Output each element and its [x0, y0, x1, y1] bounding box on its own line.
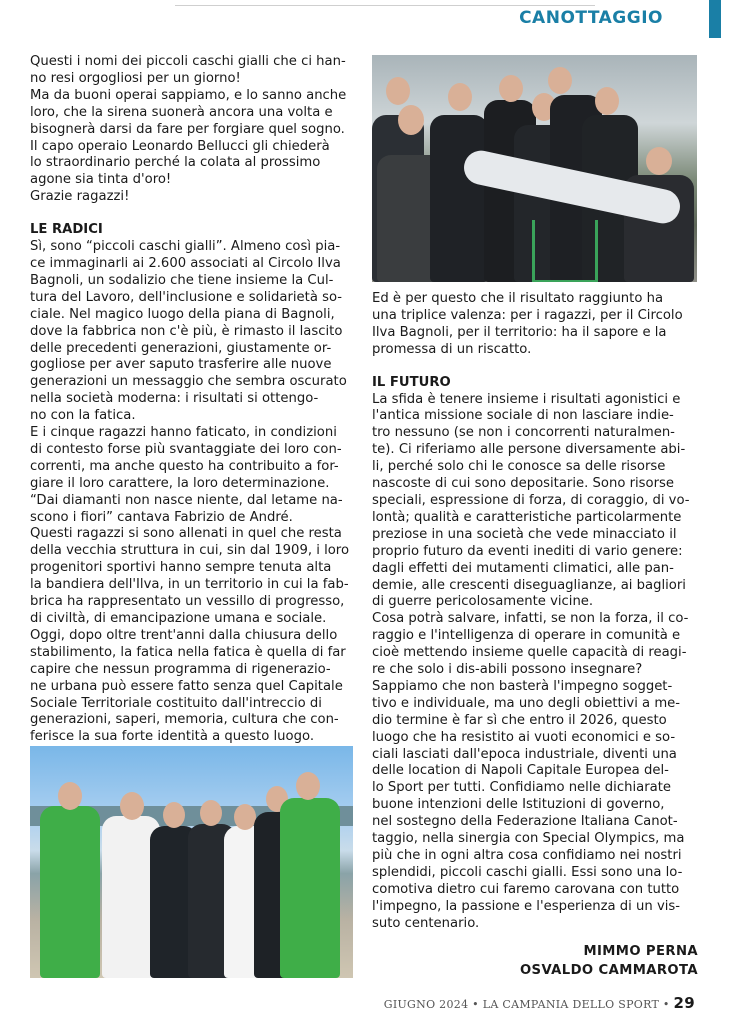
team-photo-boat — [372, 55, 697, 282]
author-2: OSVALDO CAMMAROTA — [519, 963, 698, 978]
text-line: splendidi, piccoli caschi gialli. Essi sono una lo- — [372, 864, 683, 880]
text-line: agone sia tinta d'oro! — [30, 172, 172, 188]
text-line: cioè mettendo insieme quelle capacità di reagi- — [372, 645, 687, 661]
text-line: nel sostegno della Federazione Italiana Canot- — [372, 814, 678, 830]
text-line: Questi ragazzi si sono allenati in quel che resta — [30, 526, 342, 542]
text-line: li, perché solo chi le conosce sa delle risorse — [372, 459, 666, 475]
text-line: nella società moderna: i risultati si ottengo- — [30, 391, 319, 407]
text-line: tivo e individuale, ma uno degli obiettivi a me- — [372, 695, 681, 711]
futuro-body — [372, 392, 697, 933]
section-title: CANOTTAGGIO — [519, 8, 663, 28]
text-line: l'antica missione sociale di non lasciare indie- — [372, 408, 674, 424]
text-line: taggio, nella sinergia con Special Olympics, ma — [372, 831, 685, 847]
text-line: della vecchia struttura in cui, sin dal 1909, i loro — [30, 543, 350, 559]
text-line: ciali lasciati dall'epoca industriale, diventi una — [372, 746, 677, 762]
text-line: Ma da buoni operai sappiamo, e lo sanno anche — [30, 87, 347, 103]
text-line: Sì, sono “piccoli caschi gialli”. Almeno così pia- — [30, 239, 341, 255]
text-line: capire che nessun programma di rigenerazio- — [30, 661, 331, 677]
text-line: di guerre pericolosamente vicine. — [372, 594, 594, 610]
text-line: tura del Lavoro, dell'inclusione e solidarietà so- — [30, 289, 343, 305]
text-line: gogliose per aver saputo trasferire alle nuove — [30, 357, 332, 373]
text-line: correnti, ma anche questo ha contribuito a for- — [30, 458, 339, 474]
text-line: nascoste di cui sono depositarie. Sono risorse — [372, 476, 675, 492]
text-line: ce immaginarli ai 2.600 associati al Circolo Ilva — [30, 255, 341, 271]
text-line: scono i fiori” cantava Fabrizio de André. — [30, 509, 293, 525]
text-line: delle location di Napoli Capitale Europea del- — [372, 763, 669, 779]
text-line: lontà; qualità e caratteristiche particolarmente — [372, 509, 682, 525]
header-rule — [175, 5, 595, 6]
radici-body — [30, 239, 352, 746]
right-column — [372, 291, 697, 933]
text-line: re che solo i dis-abili possono insegnare? — [372, 662, 643, 678]
text-line: progenitori sportivi hanno sempre tenuta alta — [30, 560, 332, 576]
text-line: Oggi, dopo oltre trent'anni dalla chiusura dello — [30, 627, 338, 643]
text-line: “Dai diamanti non nasce niente, dal letame na- — [30, 492, 343, 508]
text-line: proprio futuro da eventi inediti di vario genere: — [372, 543, 683, 559]
text-line: preziose in una società che vede minacciato il — [372, 526, 677, 542]
text-line: lo straordinario perché la colata al prossimo — [30, 155, 321, 171]
text-line: di civiltà, di emancipazione umana e sociale. — [30, 611, 327, 626]
text-line: raggio e l'intelligenza di operare in comunità e — [372, 628, 681, 644]
text-line: dio termine è far sì che entro il 2026, questo — [372, 712, 667, 728]
text-line: ne urbana può essere fatto senza quel Capitale — [30, 678, 343, 694]
text-line: Grazie ragazzi! — [30, 189, 130, 205]
heading-il-futuro: IL FUTURO — [372, 374, 451, 390]
intro-paragraph — [30, 54, 352, 206]
text-line: comotiva dietro cui faremo carovana con tutto — [372, 881, 680, 897]
author-1: MIMMO PERNA — [583, 944, 698, 959]
text-line: la bandiera dell'Ilva, in un territorio in cui la fab- — [30, 577, 349, 593]
page-number: 29 — [673, 994, 695, 1012]
text-line: Ilva Bagnoli, per il territorio: ha il sapore e la — [372, 324, 667, 340]
team-photo-waterfront — [30, 746, 353, 978]
text-line: Il capo operaio Leonardo Bellucci gli chiederà — [30, 138, 330, 154]
signature — [520, 942, 698, 980]
text-line: Sappiamo che non basterà l'impegno sogget- — [372, 678, 673, 694]
text-line: Ed è per questo che il risultato raggiunto ha — [372, 291, 664, 306]
text-line: l'impegno, la passione e l'esperienza di un vis- — [372, 898, 681, 914]
text-line: loro, che la sirena suonerà ancora una volta e — [30, 104, 333, 120]
text-line: una triplice valenza: per i ragazzi, per il Circolo — [372, 307, 683, 323]
text-line: E i cinque ragazzi hanno faticato, in condizioni — [30, 425, 337, 441]
text-line: ciale. Nel magico luogo della piana di Bagnoli, — [30, 306, 335, 322]
issue-info: GIUGNO 2024 • LA CAMPANIA DELLO SPORT • — [383, 998, 670, 1011]
text-line: te). Ci riferiamo alle persone diversamente abi- — [372, 442, 686, 458]
page-footer — [384, 994, 695, 1012]
text-line: no resi orgogliosi per un giorno! — [30, 70, 241, 86]
text-line: ferisce la sua forte identità a questo luogo. — [30, 729, 315, 745]
text-line: suto centenario. — [372, 915, 480, 931]
text-line: dove la fabbrica non c'è più, è rimasto il lascito — [30, 323, 343, 339]
text-line: tro nessuno (se non i concorrenti naturalmen- — [372, 425, 675, 441]
text-line: buone intenzioni delle Istituzioni di governo, — [372, 797, 665, 813]
text-line: demie, alle crescenti diseguaglianze, ai bagliori — [372, 577, 686, 593]
text-line: giare il loro carattere, la loro determinazione. — [30, 475, 330, 491]
text-line: La sfida è tenere insieme i risultati agonistici e — [372, 391, 681, 407]
text-line: stabilimento, la fatica nella fatica è quella di far — [30, 644, 346, 660]
text-line: speciali, espressione di forza, di coraggio, di vo- — [372, 492, 690, 508]
text-line: Questi i nomi dei piccoli caschi gialli che ci han- — [30, 54, 346, 69]
text-line: più che in ogni altra cosa confidiamo nei nostri — [372, 848, 682, 863]
text-line: brica ha rappresentato un vessillo di progresso, — [30, 594, 345, 610]
text-line: no con la fatica. — [30, 408, 136, 424]
section-header — [0, 0, 745, 36]
right-intro-paragraph — [372, 291, 697, 359]
section-tab — [709, 0, 721, 38]
text-line: delle precedenti generazioni, giustamente or- — [30, 340, 332, 356]
text-line: lo Sport per tutti. Confidiamo nelle dichiarate — [372, 780, 671, 796]
text-line: di contesto forse più svantaggiate dei loro con- — [30, 441, 342, 457]
text-line: generazioni, saperi, memoria, cultura che con- — [30, 712, 339, 728]
text-line: Sociale Territoriale costituito dall'intreccio di — [30, 695, 322, 711]
text-line: Cosa potrà salvare, infatti, se non la forza, il co- — [372, 611, 689, 627]
text-line: luogo che ha resistito ai vuoti economici e so- — [372, 729, 676, 745]
text-line: bisognerà darsi da fare per forgiare quel sogno. — [30, 121, 345, 137]
left-column — [30, 54, 352, 746]
text-line: generazioni un messaggio che sembra oscurato — [30, 374, 347, 390]
heading-le-radici: LE RADICI — [30, 222, 103, 238]
text-line: dagli effetti dei mutamenti climatici, alle pan- — [372, 560, 674, 576]
text-line: Bagnoli, un sodalizio che tiene insieme la Cul- — [30, 272, 334, 288]
text-line: promessa di un riscatto. — [372, 341, 532, 357]
